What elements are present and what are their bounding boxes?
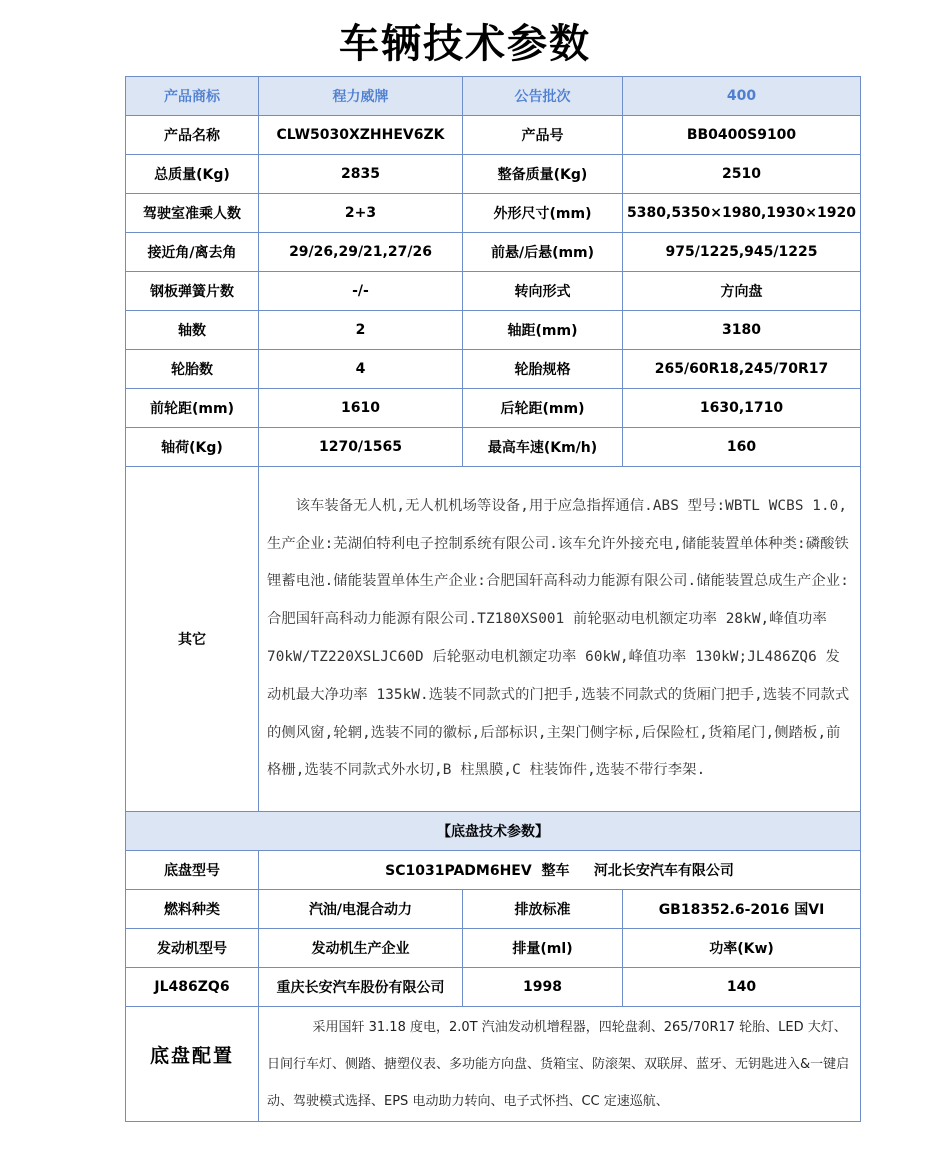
cell: 发动机生产企业 <box>259 929 463 968</box>
table-row <box>126 311 861 350</box>
cell: 后轮距(mm) <box>463 389 623 428</box>
table-row <box>126 233 861 272</box>
spec-table <box>125 76 861 1122</box>
cell: 1270/1565 <box>259 428 463 467</box>
table-row <box>126 116 861 155</box>
config-row <box>126 1007 861 1122</box>
config-text: 采用国轩 31.18 度电，2.0T 汽油发动机增程器，四轮盘刹、265/70R17 轮胎、LED 大灯、日间行车灯、侧踏、搪塑仪表、多功能方向盘、货箱宝、防滚架、双联屏、蓝牙、无钥匙进入&一键启动、驾驶模式选择、EPS 电动助力转向、电子式怀挡、CC 定速巡航、 <box>259 1007 861 1122</box>
cell: CLW5030XZHHEV6ZK <box>259 116 463 155</box>
cell: 钢板弹簧片数 <box>126 272 259 311</box>
cell: 总质量(Kg) <box>126 155 259 194</box>
chassis-model-value: SC1031PADM6HEV 整车 河北长安汽车有限公司 <box>259 851 861 890</box>
cell: 轮胎数 <box>126 350 259 389</box>
cell: 轴距(mm) <box>463 311 623 350</box>
cell: 975/1225,945/1225 <box>623 233 861 272</box>
cell: 公告批次 <box>463 77 623 116</box>
cell: 1998 <box>463 968 623 1007</box>
other-label: 其它 <box>126 467 259 812</box>
cell: 400 <box>623 77 861 116</box>
cell: 前悬/后悬(mm) <box>463 233 623 272</box>
cell: 排量(ml) <box>463 929 623 968</box>
cell: 方向盘 <box>623 272 861 311</box>
table-header-row <box>126 77 861 116</box>
cell: 驾驶室准乘人数 <box>126 194 259 233</box>
cell: 最高车速(Km/h) <box>463 428 623 467</box>
engine-values-row <box>126 968 861 1007</box>
cell: 汽油/电混合动力 <box>259 890 463 929</box>
cell: GB18352.6-2016 国VI <box>623 890 861 929</box>
table-row <box>126 194 861 233</box>
cell: 产品号 <box>463 116 623 155</box>
cell: 程力威牌 <box>259 77 463 116</box>
cell: 4 <box>259 350 463 389</box>
cell: 2835 <box>259 155 463 194</box>
other-row <box>126 467 861 812</box>
cell: 160 <box>623 428 861 467</box>
cell: 重庆长安汽车股份有限公司 <box>259 968 463 1007</box>
cell: 前轮距(mm) <box>126 389 259 428</box>
cell: 产品商标 <box>126 77 259 116</box>
cell: 外形尺寸(mm) <box>463 194 623 233</box>
cell: 2510 <box>623 155 861 194</box>
table-row <box>126 428 861 467</box>
chassis-section-title: 【底盘技术参数】 <box>126 812 861 851</box>
table-row <box>126 272 861 311</box>
cell: 功率(Kw) <box>623 929 861 968</box>
other-text: 该车装备无人机,无人机机场等设备,用于应急指挥通信.ABS 型号:WBTL WCBS 1.0,生产企业:芜湖伯特利电子控制系统有限公司.该车允许外接充电,储能装置单体种类:磷酸铁锂蓄电池.储能装置单体生产企业:合肥国轩高科动力能源有限公司.储能装置总成生产企业:合肥国轩高科动力能源有限公司.TZ180XS001 前轮驱动电机额定功率 28kW,峰值功率 70kW/TZ220XSLJC60D 后轮驱动电机额定功率 60kW,峰值功率 130kW;JL486ZQ6 发动机最大净功率 135kW.选装不同款式的门把手,选装不同款式的货厢门把手,选装不同款式的侧风窗,轮辋,选装不同的徽标,后部标识,主架门侧字标,后保险杠,货箱尾门,侧踏板,前格栅,选装不同款式外水切,B 柱黑膜,C 柱装饰件,选装不带行李架. <box>259 467 861 812</box>
fuel-row <box>126 890 861 929</box>
cell: -/- <box>259 272 463 311</box>
cell: 5380,5350×1980,1930×1920 <box>623 194 861 233</box>
cell: 1630,1710 <box>623 389 861 428</box>
page-title: 车辆技术参数 <box>339 21 591 67</box>
cell: 排放标准 <box>463 890 623 929</box>
table-row <box>126 155 861 194</box>
cell: 整备质量(Kg) <box>463 155 623 194</box>
cell: 燃料种类 <box>126 890 259 929</box>
cell: 转向形式 <box>463 272 623 311</box>
cell: 轴荷(Kg) <box>126 428 259 467</box>
chassis-section-row <box>126 812 861 851</box>
spec-rows <box>126 116 861 467</box>
cell: 产品名称 <box>126 116 259 155</box>
cell: 2 <box>259 311 463 350</box>
cell: 发动机型号 <box>126 929 259 968</box>
config-label: 底盘配置 <box>126 1007 259 1122</box>
cell: BB0400S9100 <box>623 116 861 155</box>
chassis-model-label: 底盘型号 <box>126 851 259 890</box>
cell: 29/26,29/21,27/26 <box>259 233 463 272</box>
cell: 2+3 <box>259 194 463 233</box>
cell: 轮胎规格 <box>463 350 623 389</box>
chassis-model-row <box>126 851 861 890</box>
cell: 140 <box>623 968 861 1007</box>
cell: JL486ZQ6 <box>126 968 259 1007</box>
table-row <box>126 389 861 428</box>
cell: 接近角/离去角 <box>126 233 259 272</box>
cell: 轴数 <box>126 311 259 350</box>
table-row <box>126 350 861 389</box>
cell: 265/60R18,245/70R17 <box>623 350 861 389</box>
cell: 3180 <box>623 311 861 350</box>
cell: 1610 <box>259 389 463 428</box>
engine-header-row <box>126 929 861 968</box>
